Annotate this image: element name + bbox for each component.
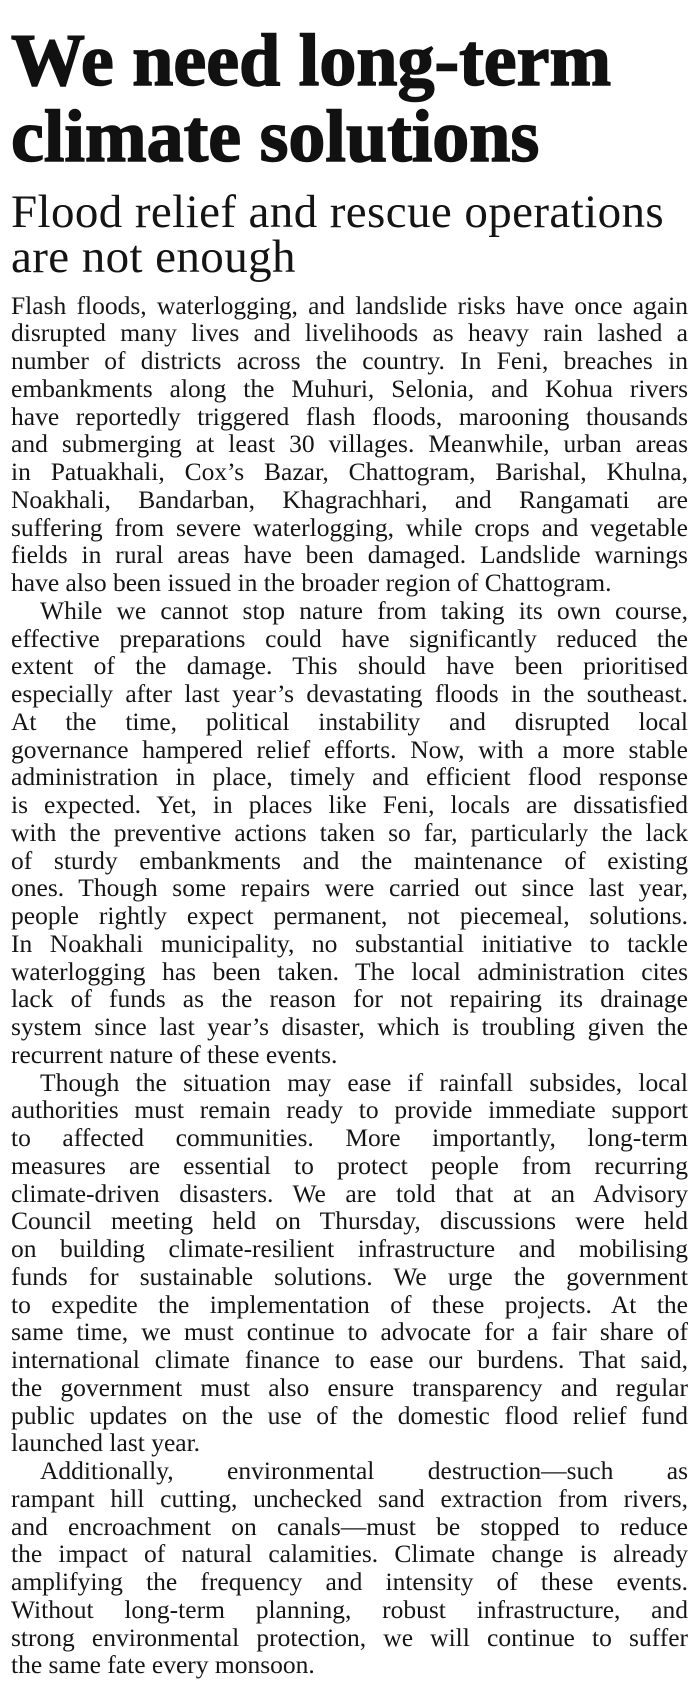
body-line: to expedite the implementation of these projects. At the bbox=[11, 1289, 688, 1319]
body-line: the government must also ensure transparency and regular bbox=[11, 1372, 688, 1402]
article-body bbox=[11, 292, 688, 1680]
body-line: same time, we must continue to advocate for a fair share of bbox=[11, 1317, 688, 1347]
body-line: to affected communities. More importantly, long-term bbox=[11, 1123, 688, 1153]
body-line: effective preparations could have significantly reduced the bbox=[11, 623, 688, 653]
headline bbox=[11, 20, 688, 178]
body-line: waterlogging has been taken. The local administration cites bbox=[11, 956, 688, 986]
subheadline bbox=[11, 185, 688, 283]
body-line: lack of funds as the reason for not repairing its drainage bbox=[11, 984, 688, 1014]
body-line: international climate finance to ease our burdens. That said, bbox=[11, 1345, 688, 1375]
editorial-article bbox=[11, 0, 688, 1679]
body-line: have reportedly triggered flash floods, marooning thousands bbox=[11, 401, 688, 431]
body-line: In Noakhali municipality, no substantial initiative to tackle bbox=[11, 928, 688, 958]
body-line: While we cannot stop nature from taking its own course, bbox=[40, 595, 688, 625]
body-line: governance hampered relief efforts. Now, with a more stable bbox=[11, 734, 688, 764]
body-paragraph-2 bbox=[11, 597, 688, 1069]
body-line: funds for sustainable solutions. We urge the government bbox=[11, 1261, 688, 1291]
headline-line: climate solutions bbox=[11, 96, 540, 178]
body-line: public updates on the use of the domestic flood relief fund bbox=[11, 1400, 688, 1430]
headline-line: We need long-term bbox=[11, 20, 612, 102]
body-line: embankments along the Muhuri, Selonia, and Kohua rivers bbox=[11, 373, 688, 403]
body-paragraph-3 bbox=[11, 1069, 688, 1458]
body-line: authorities must remain ready to provide immediate support bbox=[11, 1095, 688, 1125]
body-paragraph-4 bbox=[11, 1457, 688, 1679]
body-line: Without long-term planning, robust infrastructure, and bbox=[11, 1594, 688, 1624]
body-line: and encroachment on canals—must be stopped to reduce bbox=[11, 1511, 688, 1541]
body-line: amplifying the frequency and intensity of these events. bbox=[11, 1567, 688, 1597]
body-line: Additionally, environmental destruction—such as bbox=[40, 1456, 688, 1486]
body-line: of sturdy embankments and the maintenance of existing bbox=[11, 845, 688, 875]
subheadline-line: Flood relief and rescue operations bbox=[11, 185, 665, 238]
body-line: launched last year. bbox=[11, 1428, 201, 1458]
body-line: ones. Though some repairs were carried out since last year, bbox=[11, 873, 688, 903]
body-line: system since last year’s disaster, which is troubling given the bbox=[11, 1012, 688, 1042]
body-line: extent of the damage. This should have been prioritised bbox=[11, 651, 688, 681]
body-line: At the time, political instability and disrupted local bbox=[11, 706, 688, 736]
body-line: the same fate every monsoon. bbox=[11, 1650, 315, 1680]
body-line: on building climate-resilient infrastructure and mobilising bbox=[11, 1234, 688, 1264]
body-line: have also been issued in the broader region of Chattogram. bbox=[11, 568, 612, 598]
body-line: Council meeting held on Thursday, discussions were held bbox=[11, 1206, 688, 1236]
body-line: administration in place, timely and efficient flood response bbox=[11, 762, 688, 792]
body-line: is expected. Yet, in places like Feni, locals are dissatisfied bbox=[11, 790, 688, 820]
body-line: Though the situation may ease if rainfall subsides, local bbox=[40, 1067, 688, 1097]
body-line: fields in rural areas have been damaged. Landslide warnings bbox=[11, 540, 688, 570]
body-line: especially after last year’s devastating floods in the southeast. bbox=[11, 679, 688, 709]
body-line: strong environmental protection, we will continue to suffer bbox=[11, 1622, 688, 1652]
body-line: Noakhali, Bandarban, Khagrachhari, and Rangamati are bbox=[11, 484, 688, 514]
body-line: people rightly expect permanent, not piecemeal, solutions. bbox=[11, 901, 688, 931]
body-line: in Patuakhali, Cox’s Bazar, Chattogram, Barishal, Khulna, bbox=[11, 457, 688, 487]
body-line: suffering from severe waterlogging, while crops and vegetable bbox=[11, 512, 688, 542]
body-line: recurrent nature of these events. bbox=[11, 1039, 338, 1069]
body-line: rampant hill cutting, unchecked sand extraction from rivers, bbox=[11, 1483, 688, 1513]
body-line: with the preventive actions taken so far, particularly the lack bbox=[11, 817, 688, 847]
body-line: Flash floods, waterlogging, and landslide risks have once again bbox=[11, 290, 688, 320]
body-paragraph-1 bbox=[11, 292, 688, 597]
body-line: and submerging at least 30 villages. Meanwhile, urban areas bbox=[11, 429, 688, 459]
subheadline-line: are not enough bbox=[11, 230, 296, 283]
body-line: climate-driven disasters. We are told that at an Advisory bbox=[11, 1178, 688, 1208]
body-line: the impact of natural calamities. Climate change is already bbox=[11, 1539, 688, 1569]
body-line: number of districts across the country. In Feni, breaches in bbox=[11, 346, 688, 376]
body-line: measures are essential to protect people from recurring bbox=[11, 1150, 688, 1180]
body-line: disrupted many lives and livelihoods as heavy rain lashed a bbox=[11, 318, 688, 348]
